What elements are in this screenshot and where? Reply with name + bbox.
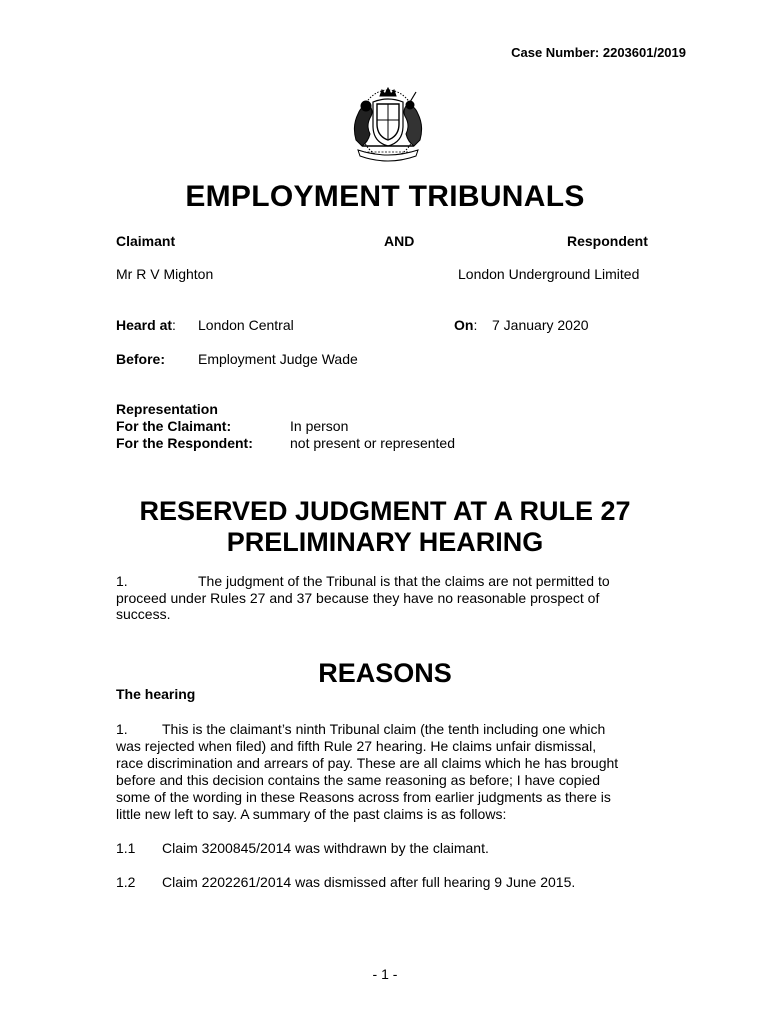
item-1-2-number: 1.2 — [116, 874, 136, 890]
judgment-para-line3: success. — [116, 606, 171, 622]
judgment-para-line1: The judgment of the Tribunal is that the claims are not permitted to — [198, 573, 610, 589]
item-1-1-number: 1.1 — [116, 840, 136, 856]
reasons-para-line: some of the wording in these Reasons across from earlier judgments as there is — [116, 789, 611, 805]
reasons-para-line: before and this decision contains the same reasoning as before; I have copied — [116, 772, 601, 788]
royal-coat-of-arms-icon — [340, 86, 436, 166]
item-1-1-text: Claim 3200845/2014 was withdrawn by the claimant. — [162, 840, 489, 856]
case-number: Case Number: 2203601/2019 — [511, 45, 686, 60]
judgment-heading-line2: PRELIMINARY HEARING — [226, 527, 544, 557]
judgment-para-number: 1. — [116, 573, 128, 589]
heard-at-field — [116, 317, 176, 334]
reasons-para-line: This is the claimant’s ninth Tribunal claim (the tenth including one which — [162, 721, 606, 737]
claimant-rep-label: For the Claimant: — [116, 418, 232, 434]
before-label: Before: — [116, 351, 166, 367]
reasons-para-number: 1. — [116, 721, 128, 737]
representation-heading: Representation — [116, 401, 218, 417]
respondent-name: London Underground Limited — [458, 266, 640, 282]
and-label: AND — [384, 233, 415, 249]
document-title: EMPLOYMENT TRIBUNALS — [185, 180, 585, 213]
respondent-label: Respondent — [567, 233, 648, 249]
on-field — [454, 317, 477, 334]
heard-at-colon: : — [172, 317, 176, 333]
claimant-rep-value: In person — [290, 418, 349, 434]
reasons-para-line: little new left to say. A summary of the past claims is as follows: — [116, 806, 507, 822]
reasons-para-line: race discrimination and arrears of pay. These are all claims which he has brought — [116, 755, 619, 771]
on-colon: : — [473, 317, 478, 333]
on-value: 7 January 2020 — [492, 317, 589, 333]
judgment-para-line2: proceed under Rules 27 and 37 because they have no reasonable prospect of — [116, 590, 600, 606]
hearing-subheading: The hearing — [116, 686, 196, 702]
heard-at-value: London Central — [198, 317, 294, 333]
heard-at-label: Heard at — [116, 317, 173, 333]
judgment-heading-line1: RESERVED JUDGMENT AT A RULE 27 — [139, 496, 631, 526]
on-label: On — [454, 317, 474, 333]
reasons-heading: REASONS — [318, 658, 452, 688]
before-value: Employment Judge Wade — [198, 351, 358, 367]
page-number: - 1 - — [372, 966, 398, 982]
item-1-2-text: Claim 2202261/2014 was dismissed after full hearing 9 June 2015. — [162, 874, 576, 890]
claimant-label: Claimant — [116, 233, 176, 249]
respondent-rep-value: not present or represented — [290, 435, 455, 451]
respondent-rep-label: For the Respondent: — [116, 435, 253, 451]
reasons-para-line: was rejected when filed) and fifth Rule 27 hearing. He claims unfair dismissal, — [116, 738, 597, 754]
claimant-name: Mr R V Mighton — [116, 266, 214, 282]
